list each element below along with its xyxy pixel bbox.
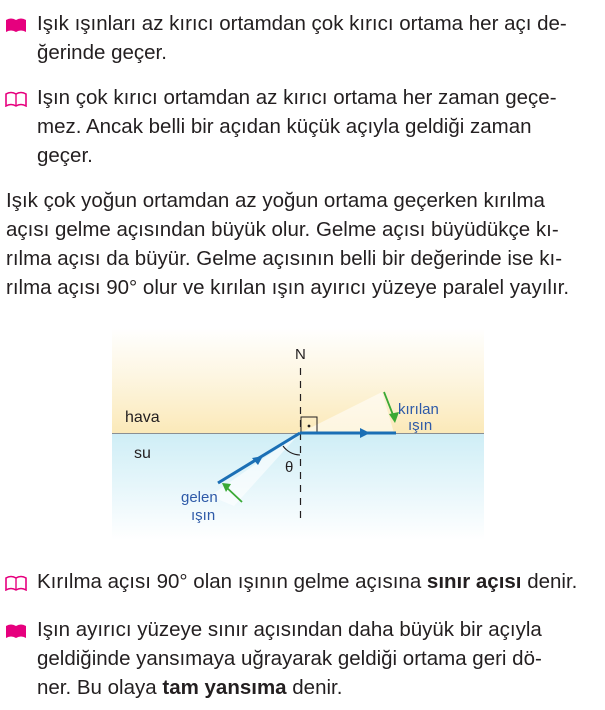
item3-before: Kırılma açısı 90° olan ışının gelme açısına xyxy=(37,570,427,593)
item3-text xyxy=(37,572,577,593)
paragraph-line4: rılma açısı 90° olur ve kırılan ışın ayırıcı yüzeye paralel yayılır. xyxy=(6,276,570,299)
normal-label: N xyxy=(295,346,306,363)
total-reflection-term: tam yansıma xyxy=(162,676,287,699)
water-label: su xyxy=(134,445,151,462)
item3-after: denir. xyxy=(521,570,578,593)
item1-line1: Işık ışınları az kırıcı ortamdan çok kırıcı ortama her açı de- xyxy=(37,12,567,35)
boundary-angle-term: sınır açısı xyxy=(426,570,522,593)
refracted-light-wedge xyxy=(300,392,394,433)
paragraph-line1: Işık çok yoğun ortamdan az yoğun ortama geçerken kırılma xyxy=(6,189,545,212)
item2-line3: geçer. xyxy=(37,144,93,167)
paragraph-line2: açısı gelme açısından büyük olur. Gelme açısı büyüdükçe kı- xyxy=(6,218,559,241)
item4-line1: Işın ayırıcı yüzeye sınır açısından daha büyük bir açıyla xyxy=(37,618,542,641)
book-open-icon xyxy=(5,91,27,107)
right-angle-dot xyxy=(308,425,311,428)
item4-line3-before: ner. Bu olaya xyxy=(37,676,163,699)
item1-line2: ğerinde geçer. xyxy=(37,41,167,64)
item4-line2: geldiğinde yansımaya uğrayarak geldiği ortama geri dö- xyxy=(37,647,542,670)
item2-line1: Işın çok kırıcı ortamdan az kırıcı ortama her zaman geçe- xyxy=(37,86,557,109)
air-label: hava xyxy=(125,409,160,426)
book-closed-icon xyxy=(5,623,27,639)
incident-label-line1: gelen xyxy=(181,489,218,506)
refracted-label-line2: ışın xyxy=(408,417,433,434)
book-closed-icon xyxy=(5,17,27,33)
incident-label-line2: ışın xyxy=(191,507,216,524)
refraction-diagram xyxy=(112,328,484,540)
item2-line2: mez. Ancak belli bir açıdan küçük açıyla geldiği zaman xyxy=(37,115,532,138)
paragraph-line3: rılma açısı da büyür. Gelme açısının belli bir değerinde ise kı- xyxy=(6,247,563,270)
item4-line3-after: denir. xyxy=(286,676,343,699)
book-open-icon xyxy=(5,575,27,591)
item4-line3 xyxy=(37,678,342,699)
angle-label: θ xyxy=(285,459,294,476)
refracted-label-line1: kırılan xyxy=(398,401,439,418)
